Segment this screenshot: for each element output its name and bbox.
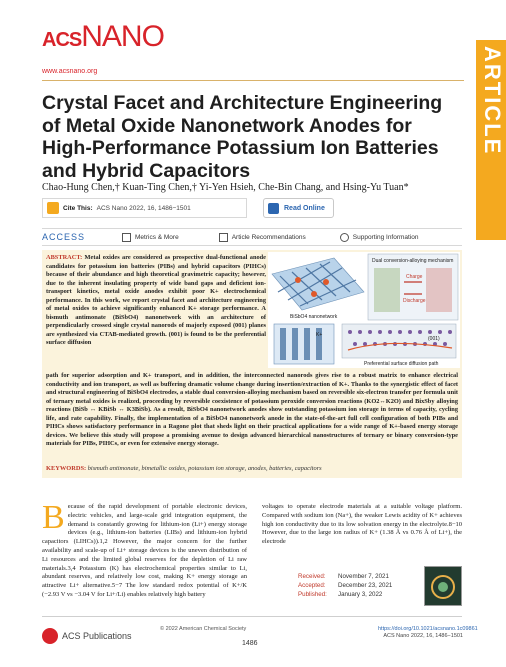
read-online-icon [268,203,279,214]
charge-label: Charge [406,274,423,280]
journal-logo[interactable] [42,22,164,52]
info-icon [340,233,349,242]
metrics-more-label: Metrics & More [135,233,179,241]
cite-icon [47,202,59,214]
accepted-date: December 23, 2021 [338,582,393,589]
read-online-label: Read Online [284,204,325,212]
cover-art [425,567,461,605]
publication-dates [298,572,392,599]
body-column-left [42,499,247,600]
toc-graphic-svg [268,252,460,368]
footer-divider [42,616,462,617]
author-list[interactable]: Chao-Hung Chen,† Kuan-Ting Chen,† Yi-Yen Hsieh, Che-Bin Chang, and Hsing-Yu Tuan* [42,182,409,193]
abstract-text-top [46,254,266,348]
keywords-text: bismuth antimonate, bimetallic oxides, potassium ion storage, anodes, batteries, capacitors [86,465,322,472]
accepted-label: Accepted: [298,582,326,589]
list-icon [219,233,228,242]
journal-reference: ACS Nano 2022, 16, 1486−1501 [383,633,463,639]
k-ion-dot [323,279,329,285]
k-ion-dot [295,277,301,283]
abstract-text-bottom: path for superior adsorption and K+ transport, and in addition, the interconnected nanorods gives rise to a robust matrix to enhance electrical conductivity and ion transport, as well as buffering dramatic volume change during insertion/extraction of K+. Thanks to the synergistic effect of facet and structural engineering of BiSbO4 electrodes, a stable dual conversion-alloying mechanism based on reversible six-electron transfer per formula unit of ternary metal oxides is realized, proceeding by reversible coexistence of potassium peroxide conversion reactions (KO2↔K2O) and BixSby alloying reactions (BiSb ↔ KBiSb ↔ K3BiSb). As a result, BiSbO4 nanonetwork anodes show outstanding potassium ion storage in terms of capacity, cycling life, and rate capability. Finally, the implementation of a BiSbO4 nanonetwork anode in the state-of-the-art full cell configuration of both PIBs and PIHCs shows satisfactory performance in a Ragone plot that sheds light on their practical applications for a wide range of K+-based energy storage devices. We believe this study will propose a promising avenue to design advanced hierarchical nanostructures of ternary or binary conversion-type materials for PIBs, PIHCs, or even for extensive energy storage. [46,372,458,448]
drop-cap: B [42,499,65,536]
bar-chart-icon [122,233,131,242]
article-type-band [476,40,506,240]
k-plus-label: K+ [316,332,323,338]
keywords-label: KEYWORDS: [46,465,87,472]
header-divider [42,80,464,81]
supporting-information-link[interactable] [340,233,419,242]
journal-cover-thumbnail[interactable] [424,566,462,606]
metrics-more-link[interactable] [122,233,179,242]
cite-row [42,197,462,219]
read-online-button[interactable] [263,198,334,218]
body-left-text: ecause of the rapid development of portable electronic devices, electric vehicles, and large-scale grid integration equipment, the demand is constantly growing for lithium-ion (Li+) energy storage devices (e.g., lithium-ion batteries (LIBs) and lithium-ion hybrid capacitors (LIHCs)).1,2 However, the major concern for the further availability and scale-up of Li+ storage devices is the uneven distribution of Li resources and the limited global reserves for the depletion of Li raw materials.3,4 Potassium (K) has electrochemical properties similar to Li, abundant reserves, and relatively low cost, making K+ energy storage an attractive Li+ alternative.5−7 The low standard redox potential of K+/K (−2.93 V vs −3.04 V for Li+/Li) enables relatively high battery [42,503,247,598]
logo-nano: NANO [81,20,164,53]
acs-logo-icon [42,628,58,644]
article-title: Crystal Facet and Architecture Engineering of Metal Oxide Nanonetwork Anodes for High-Performance Potassium Ion Batteries and Hybrid Capacitors [42,92,443,182]
access-label: ACCESS [42,232,86,242]
site-url-link[interactable]: www.acsnano.org [42,68,98,75]
cite-label: Cite This: [63,204,93,212]
published-date: January 3, 2022 [338,591,383,598]
received-date: November 7, 2021 [338,573,389,580]
article-recommendations-link[interactable] [219,233,306,242]
abstract-part1: Metal oxides are considered as prospective dual-functional anode candidates for potassium ion batteries (PIBs) and hybrid capacitors (PIHCs) because of their abundance and high theoretical gravimetric capacity; however, due to the inherent insulating property of wide band gaps and deficient ion-transport kinetics, metal oxide anodes exhibit poor K+ electrochemical performance. In this work, we report crystal facet and architecture engineering of metal oxides to achieve significantly enhanced K+ storage performance. A bismuth antimonate (BiSbO4) nanonetwork with an architecture of perpendicularly crossed single crystal nanorods of majorly exposed (001) planes are synthesized via CTAB-mediated growth. (001) is found to be the preferential surface diffusion [46,254,266,347]
publisher-name: ACS Publications [62,631,132,641]
acs-publications-logo[interactable] [42,628,132,644]
k-ion-dot [311,291,317,297]
surface-path-label: Preferential surface diffusion path [364,361,439,367]
doi-link[interactable]: https://doi.org/10.1021/acsnano.1c09861 [378,626,478,632]
nanonetwork-sheet [272,258,364,310]
received-label: Received: [298,573,326,580]
supporting-information-label: Supporting Information [352,233,419,241]
published-label: Published: [298,591,327,598]
logo-acs: ACS [42,29,82,51]
cite-box[interactable] [42,198,247,218]
nanonetwork-label: BiSbO4 nanonetwork [290,314,338,320]
plane-label: (001) [428,336,440,342]
crystal-block-right [426,268,452,312]
copyright: © 2022 American Chemical Society [160,626,247,632]
body-column-right: voltages to operate electrode materials at a suitable voltage platform. Compared with sodium ion (Na+), the weaker Lewis acidity of K+ achieves high ion conductivity due to its low solvation energy in the electrolyte.8−10 However, due to the large ion radius of K+ (1.38 Å vs 0.76 Å of Li+), the electrode [262,503,462,546]
page-number: 1486 [242,640,258,647]
abstract-label: ABSTRACT: [46,254,83,261]
article-type-label: ARTICLE [480,46,505,156]
keywords [46,465,458,472]
discharge-label: Discharge [403,298,426,304]
article-recommendations-label: Article Recommendations [231,233,306,241]
toc-graphic [268,252,460,368]
mechanism-title: Dual conversion-alloying mechanism [372,258,454,264]
access-bar [42,228,462,246]
citation-text[interactable]: ACS Nano 2022, 16, 1486−1501 [96,204,191,212]
crystal-block-left [374,268,400,312]
